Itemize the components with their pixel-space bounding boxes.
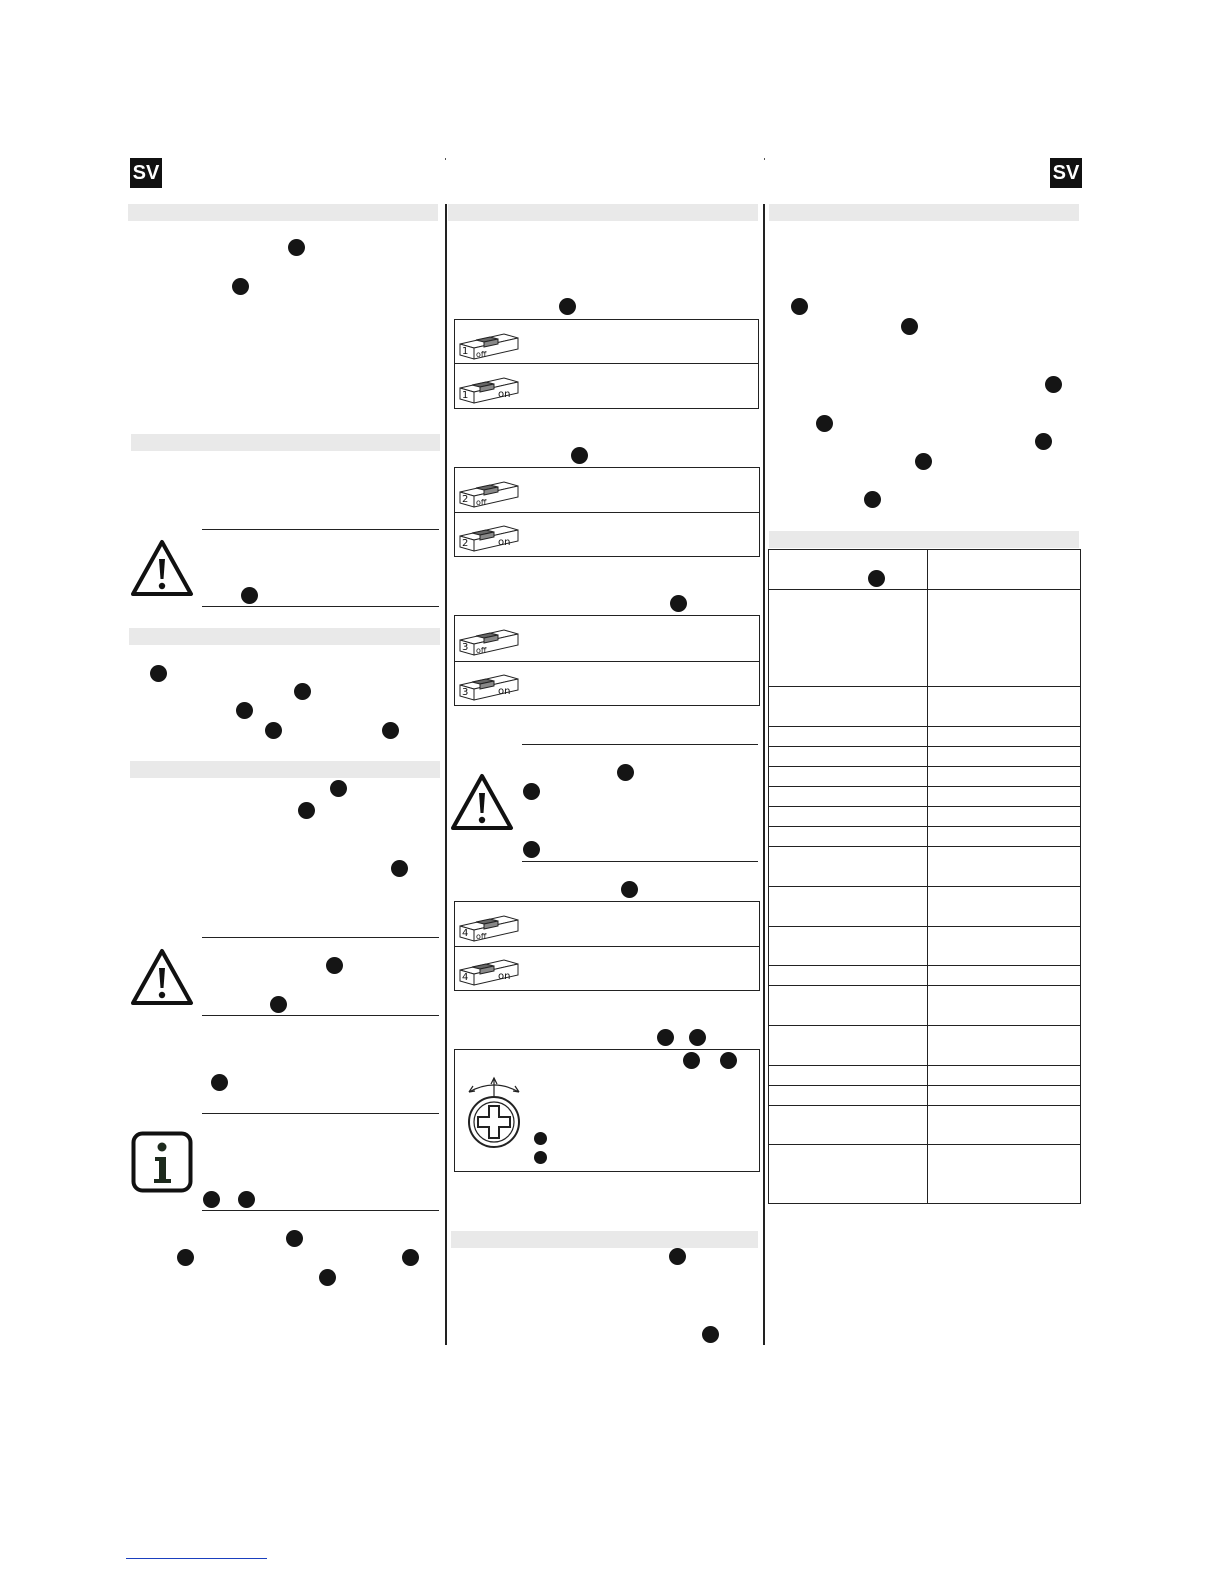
language-badge-left: SV [130,158,162,188]
warning-triangle-icon [130,948,194,1011]
dip-switch-box-2 [454,467,760,557]
dip-on-label: on [498,971,511,982]
table-row [769,986,1081,1026]
section-heading-band [448,204,758,221]
callout-dot-icon [203,1191,220,1208]
warning-rule-bottom [202,606,439,607]
table-cell [928,727,1081,747]
table-cell [769,887,928,927]
dip-switch-on-icon [458,667,520,701]
table-cell [769,927,928,966]
info-rule-bottom [202,1210,439,1211]
language-badge-right: SV [1050,158,1082,188]
callout-dot-icon [571,447,588,464]
warning-rule-bottom [202,1015,439,1016]
table-cell [769,747,928,767]
dip-off-label: off [476,350,487,359]
callout-dot-icon [791,298,808,315]
section-heading-band [129,628,440,645]
table-cell [928,966,1081,986]
table-cell [928,1086,1081,1106]
callout-dot-icon [669,1248,686,1265]
warning-rule-top [522,744,758,745]
callout-dot-icon [402,1249,419,1266]
table-row [769,847,1081,887]
callout-dot-icon [901,318,918,335]
table-cell [769,1066,928,1086]
table-cell [928,787,1081,807]
section-heading-band [769,204,1079,221]
callout-dot-icon [868,570,885,587]
dip-off-label: off [476,646,487,655]
rotary-switch-box [454,1049,760,1172]
callout-dot-icon [621,881,638,898]
callout-dot-icon [326,957,343,974]
dip-number: 2 [462,494,469,505]
dip-number: 2 [462,538,469,549]
callout-dot-icon [211,1074,228,1091]
callout-dot-icon [523,783,540,800]
callout-dot-icon [265,722,282,739]
rotary-switch-icon [463,1076,525,1155]
callout-dot-icon [241,587,258,604]
table-cell [769,590,928,687]
dip-switch-box-1 [454,319,759,409]
column-separator [763,204,765,1345]
dip-off-label: off [476,932,487,941]
callout-dot-icon [534,1132,547,1145]
warning-rule-top [202,529,439,530]
callout-dot-icon [382,722,399,739]
dip-number: 3 [462,642,469,653]
dip-switch-on-icon [458,518,520,552]
section-heading-band [769,531,1079,548]
warning-rule-top [202,937,439,938]
callout-dot-icon [236,702,253,719]
dip-divider [455,512,759,513]
dip-number: 1 [462,346,469,357]
section-heading-band [128,204,438,221]
dip-switch-off-icon [458,474,520,508]
callout-dot-icon [286,1230,303,1247]
table-cell [769,807,928,827]
table-cell [928,847,1081,887]
callout-dot-icon [816,415,833,432]
table-cell [928,1106,1081,1145]
callout-dot-icon [534,1151,547,1164]
dip-switch-on-icon [458,370,520,404]
dip-number: 1 [462,390,469,401]
dip-on-label: on [498,537,511,548]
column-tick [764,158,765,160]
table-cell [769,1026,928,1066]
table-cell [928,927,1081,966]
table-cell [769,687,928,727]
table-row [769,1026,1081,1066]
callout-dot-icon [232,278,249,295]
table-row [769,767,1081,787]
table-cell [769,767,928,787]
callout-dot-icon [689,1029,706,1046]
callout-dot-icon [683,1052,700,1069]
table-cell [769,827,928,847]
dip-divider [455,661,759,662]
table-row [769,747,1081,767]
dip-on-label: on [498,686,511,697]
section-heading-band [130,761,440,778]
warning-triangle-icon [450,773,514,836]
table-cell [769,550,928,590]
table-cell [769,986,928,1026]
table-cell [928,550,1081,590]
dip-on-label: on [498,389,511,400]
table-cell [769,1086,928,1106]
table-row [769,887,1081,927]
warning-triangle-icon [130,539,194,602]
table-cell [928,747,1081,767]
callout-dot-icon [391,860,408,877]
warning-rule-bottom [522,861,758,862]
dip-off-label: off [476,498,487,507]
table-row [769,687,1081,727]
callout-dot-icon [298,802,315,819]
table-row [769,1145,1081,1204]
table-cell [928,1145,1081,1204]
callout-dot-icon [523,841,540,858]
callout-dot-icon [617,764,634,781]
callout-dot-icon [270,996,287,1013]
callout-dot-icon [559,298,576,315]
table-row [769,1086,1081,1106]
callout-dot-icon [150,665,167,682]
table-row [769,787,1081,807]
specification-table [768,549,1081,1204]
callout-dot-icon [294,683,311,700]
table-cell [769,787,928,807]
table-cell [928,827,1081,847]
info-rule-top [202,1113,439,1114]
table-row [769,1066,1081,1086]
dip-switch-off-icon [458,622,520,656]
callout-dot-icon [177,1249,194,1266]
callout-dot-icon [864,491,881,508]
table-cell [769,1145,928,1204]
table-cell [928,767,1081,787]
callout-dot-icon [915,453,932,470]
dip-number: 4 [462,928,469,939]
dip-switch-on-icon [458,952,520,986]
dip-switch-off-icon [458,326,520,360]
dip-switch-off-icon [458,908,520,942]
footer-link-underline[interactable] [126,1558,267,1559]
table-cell [928,1066,1081,1086]
callout-dot-icon [288,239,305,256]
table-row [769,827,1081,847]
callout-dot-icon [1035,433,1052,450]
table-cell [769,847,928,887]
table-cell [769,727,928,747]
table-cell [928,887,1081,927]
callout-dot-icon [330,780,347,797]
callout-dot-icon [1045,376,1062,393]
dip-switch-box-3 [454,615,760,706]
dip-switch-box-4 [454,901,760,991]
table-row [769,590,1081,687]
section-heading-band [451,1231,758,1248]
dip-number: 4 [462,972,469,983]
dip-number: 3 [462,687,469,698]
table-cell [928,807,1081,827]
callout-dot-icon [238,1191,255,1208]
table-row [769,727,1081,747]
table-cell [928,986,1081,1026]
table-cell [928,590,1081,687]
table-row [769,927,1081,966]
table-cell [769,1106,928,1145]
callout-dot-icon [319,1269,336,1286]
table-row [769,550,1081,590]
dip-divider [455,363,758,364]
callout-dot-icon [720,1052,737,1069]
callout-dot-icon [670,595,687,612]
dip-divider [455,946,759,947]
table-row [769,1106,1081,1145]
table-cell [928,1026,1081,1066]
callout-dot-icon [702,1326,719,1343]
section-heading-band [131,434,440,451]
column-tick [445,158,446,160]
info-icon [131,1131,193,1198]
table-row [769,966,1081,986]
table-row [769,807,1081,827]
table-cell [769,966,928,986]
column-separator [445,204,447,1345]
callout-dot-icon [657,1029,674,1046]
table-cell [928,687,1081,727]
